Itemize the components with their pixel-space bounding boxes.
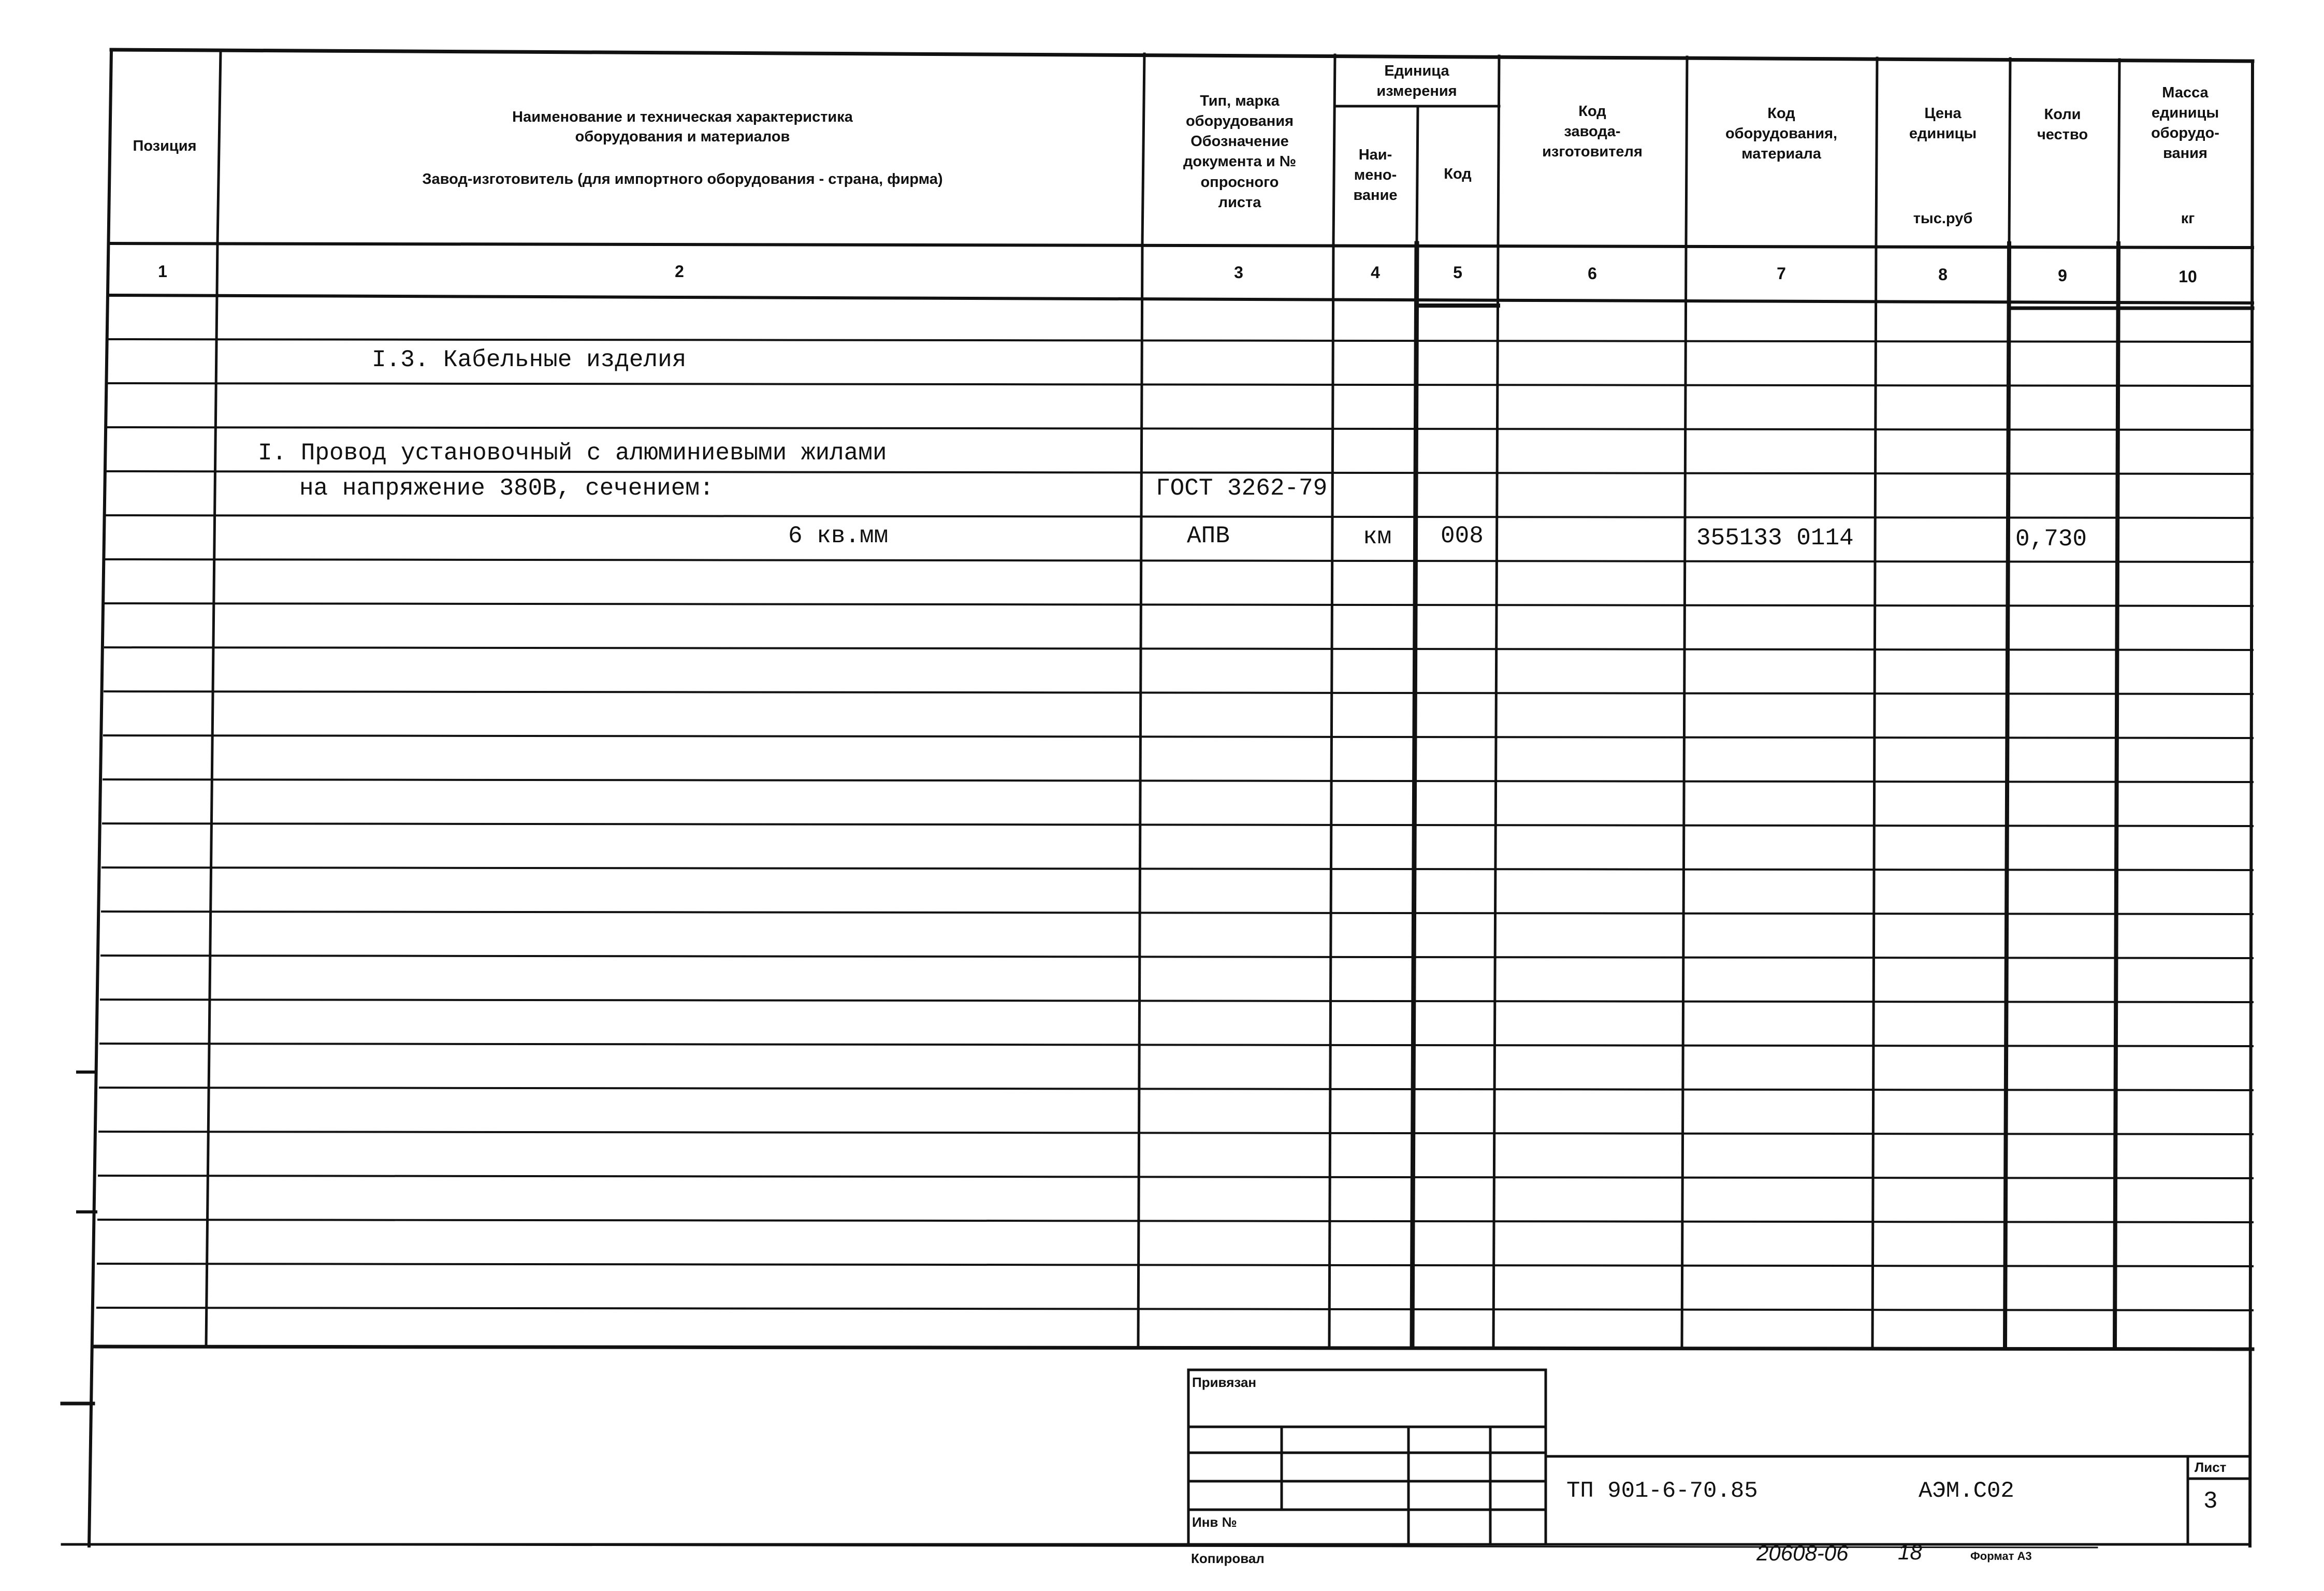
- stamp-archive-number-2: 18: [1898, 1540, 1922, 1564]
- header-name-line1: Наименование и техническая характеристика: [512, 109, 853, 125]
- header-type-mark: Тип, марка оборудования Обозначение документа и № опросного листа: [1183, 93, 1297, 211]
- row-type: АПВ: [1187, 523, 1230, 549]
- row-name: 6 кв.мм: [788, 523, 889, 549]
- frame-left-border: [89, 50, 111, 1546]
- stamp-privyazan: Привязан: [1192, 1375, 1257, 1390]
- item-gost: ГОСТ 3262-79: [1156, 475, 1328, 502]
- header-mass-unit: кг: [2181, 210, 2195, 227]
- header-unit-group: Единица измерения: [1376, 63, 1457, 100]
- header-material-code: Код оборудования, материала: [1725, 105, 1838, 163]
- row-unit-code: 008: [1441, 523, 1484, 549]
- header-factory-code: Код завода- изготовителя: [1542, 103, 1643, 161]
- stamp-doc-mark: АЭМ.С02: [1919, 1478, 2014, 1504]
- column-number: 9: [2058, 266, 2067, 285]
- header-mass: Масса единицы оборудо- вания: [2151, 84, 2219, 162]
- item-description-line1: I. Провод установочный с алюминиевыми жилами: [258, 440, 887, 467]
- item-description-line2: на напряжение 380В, сечением:: [299, 475, 714, 502]
- frame-top-border: [111, 50, 2253, 61]
- column-number: 8: [1938, 265, 1948, 284]
- column-number: 2: [675, 262, 684, 281]
- column-number: 1: [158, 262, 167, 281]
- section-title: I.3. Кабельные изделия: [372, 346, 687, 373]
- row-material-code: 355133 0114: [1696, 525, 1854, 552]
- row-unit: км: [1363, 524, 1392, 551]
- column-number: 10: [2178, 267, 2197, 286]
- header-unit-code: Код: [1444, 166, 1472, 182]
- header-name-line3: Завод-изготовитель (для импортного оборудования - страна, фирма): [422, 171, 943, 187]
- header-name-line2: оборудования и материалов: [575, 128, 790, 145]
- stamp-format: Формат А3: [1970, 1550, 2032, 1563]
- column-number: 5: [1453, 263, 1462, 282]
- stamp-sheet-number: 3: [2203, 1488, 2218, 1515]
- row-quantity: 0,730: [2015, 526, 2087, 553]
- stamp-archive-number: 20608-06: [1756, 1541, 1849, 1565]
- header-unit-name: Наи- мено- вание: [1353, 147, 1398, 204]
- header-position: Позиция: [133, 138, 197, 154]
- column-number: 6: [1588, 264, 1597, 283]
- stamp-doc-code: ТП 901-6-70.85: [1566, 1478, 1758, 1504]
- frame-right-border: [2250, 61, 2253, 1546]
- column-number: 7: [1777, 264, 1786, 283]
- stamp-inv-no: Инв №: [1192, 1514, 1237, 1530]
- header-price: Цена единицы: [1909, 105, 1977, 142]
- stamp-sheet-label: Лист: [2195, 1459, 2227, 1475]
- header-price-unit: тыс.руб: [1913, 210, 1973, 227]
- stamp-copied: Копировал: [1191, 1551, 1265, 1566]
- header-quantity: Коли чество: [2037, 106, 2088, 143]
- column-number: 3: [1234, 263, 1243, 282]
- column-number: 4: [1371, 263, 1380, 282]
